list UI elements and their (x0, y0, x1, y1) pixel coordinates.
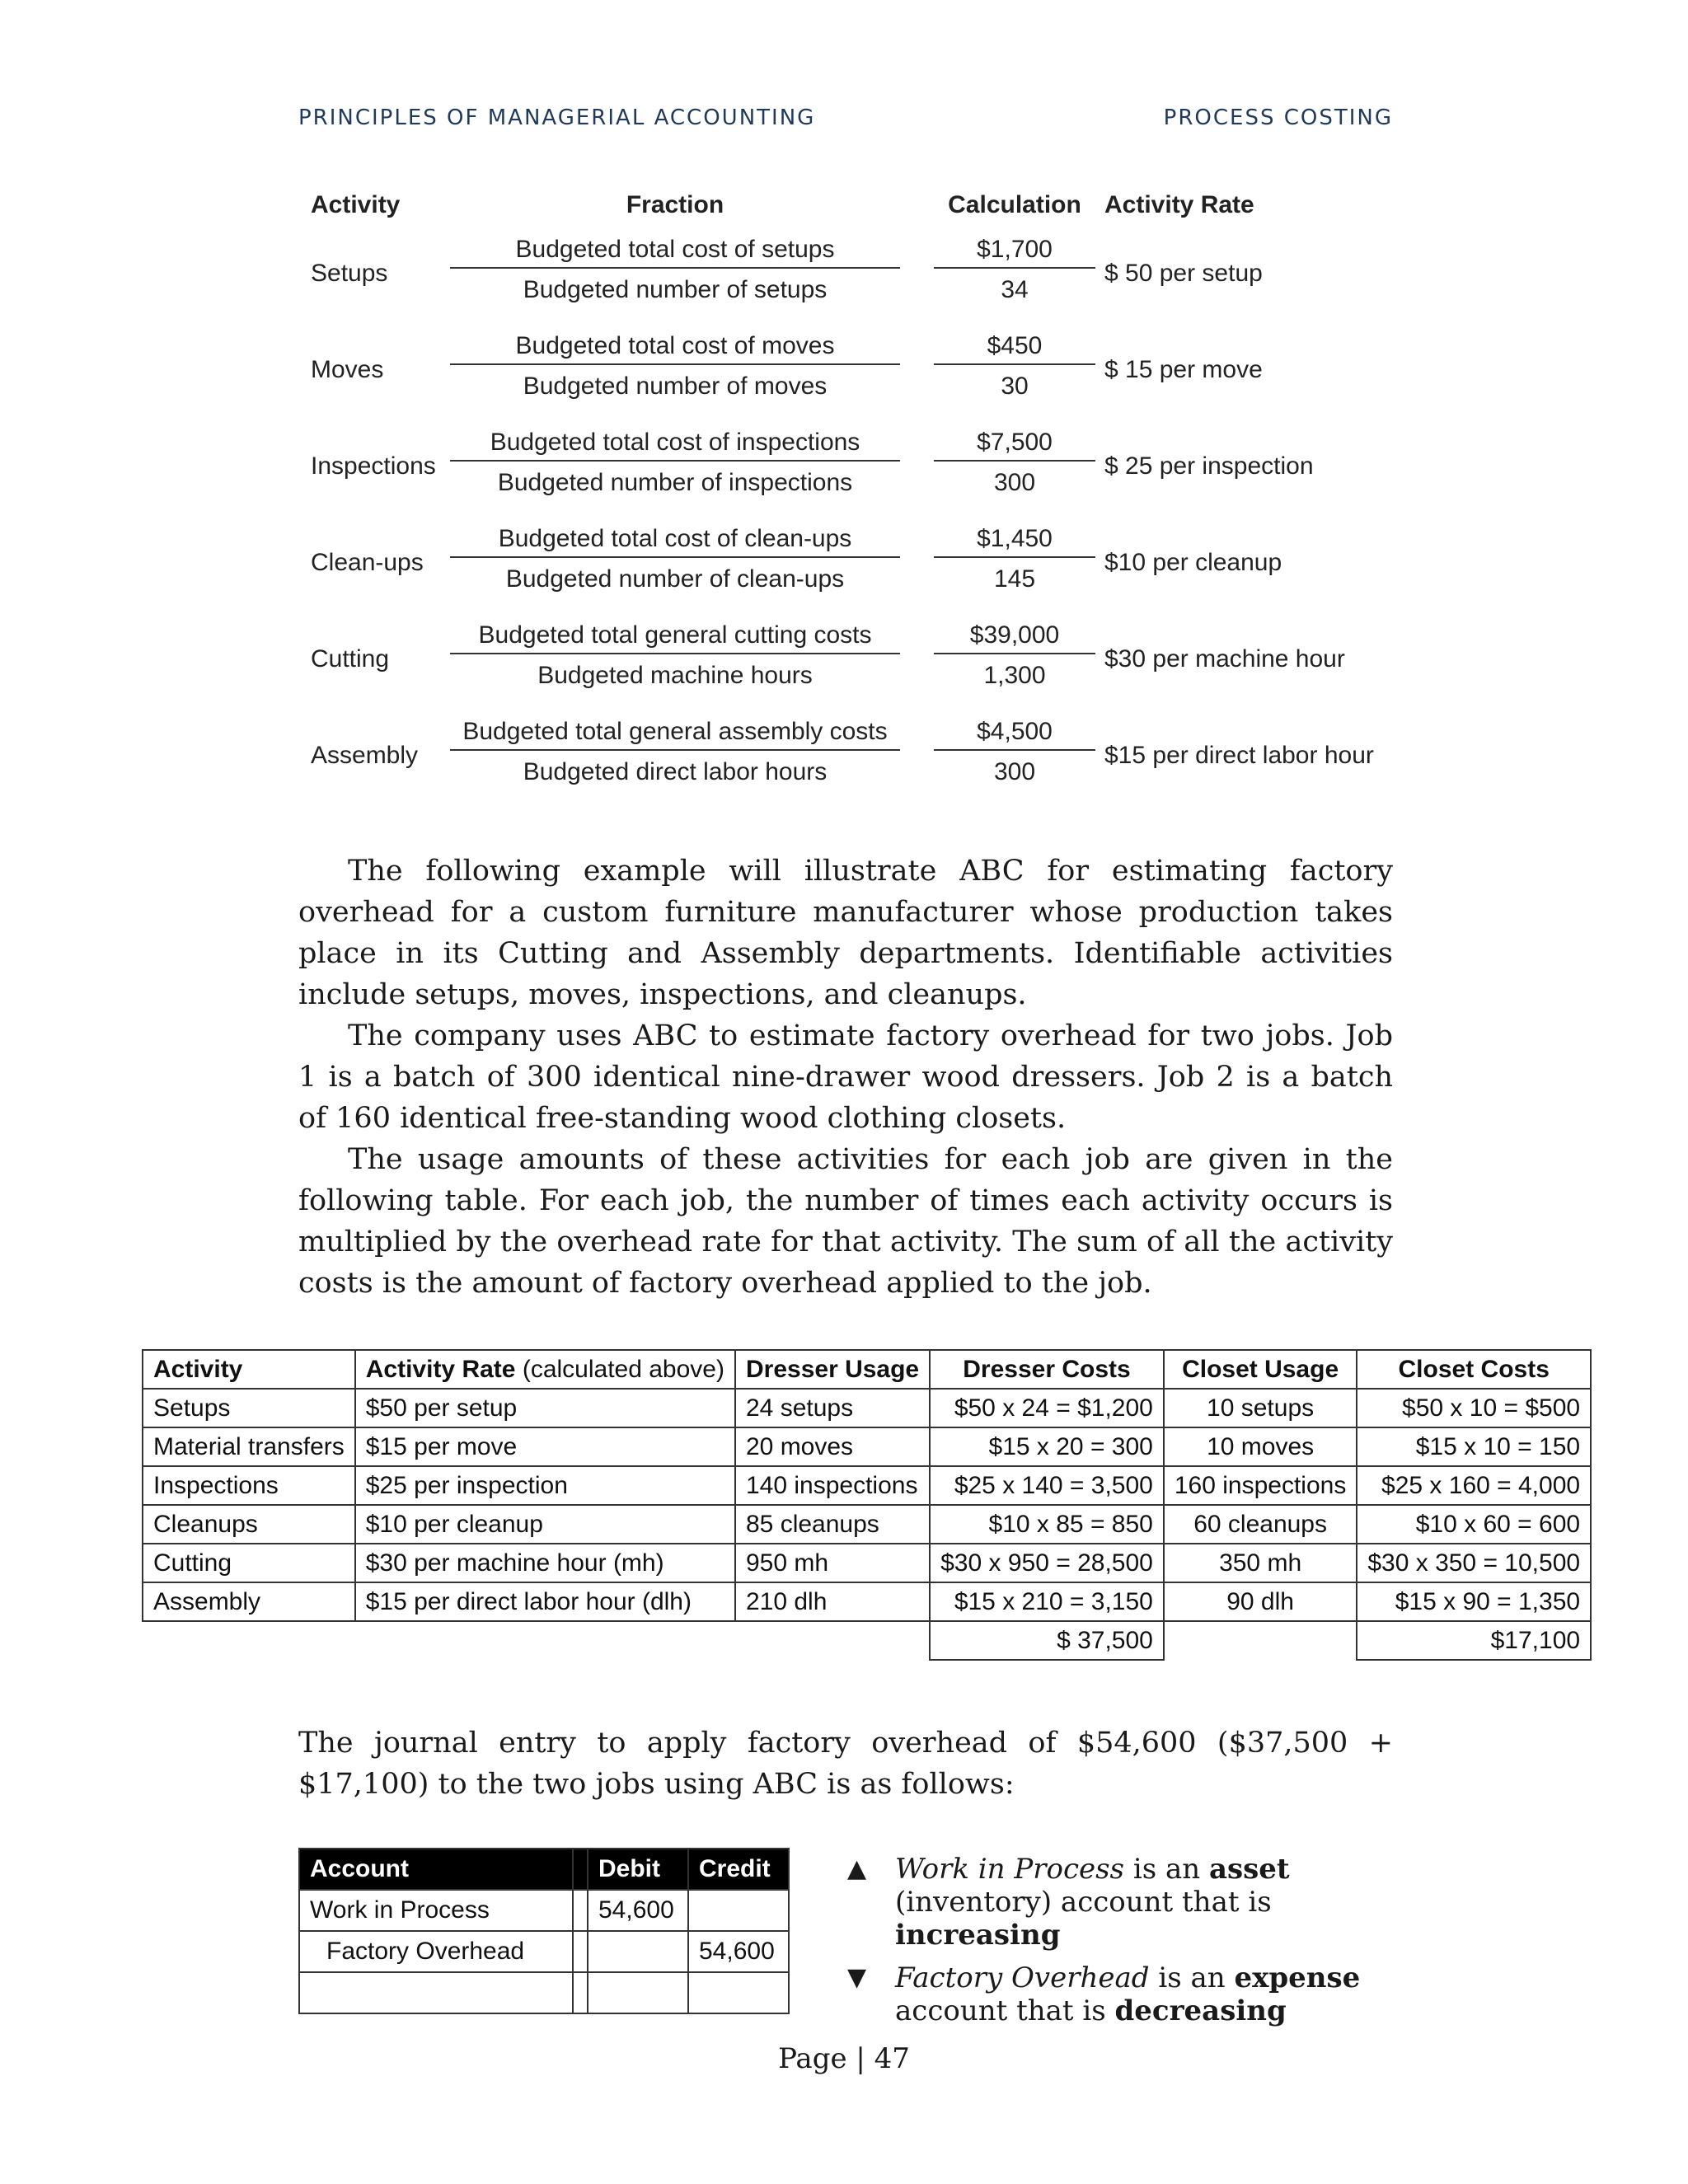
col-debit: Debit (588, 1849, 688, 1890)
journal-row (299, 1890, 789, 1931)
intro-paragraphs (298, 851, 1393, 1304)
journal-debit (588, 1931, 688, 1972)
rate-value: $30 per machine hour (1104, 645, 1345, 673)
rate-value: $15 per direct labor hour (1104, 742, 1374, 769)
rate-row (298, 618, 1395, 715)
cell-dresser-costs: $25 x 140 = 3,500 (930, 1466, 1164, 1505)
note-text: is an (1124, 1853, 1209, 1886)
note-text: account that is (895, 1994, 1115, 2027)
journal-row (299, 1931, 789, 1972)
triangle-down-icon: ▼ (847, 1963, 867, 1992)
calc-denominator: 300 (993, 469, 1036, 496)
journal-spacer (573, 1931, 588, 1972)
blank-cell (299, 1972, 573, 2013)
cell-closet-usage: 160 inspections (1164, 1466, 1357, 1505)
table-row (143, 1427, 1591, 1466)
col-account: Account (299, 1849, 573, 1890)
header-calculation: Calculation (948, 191, 1081, 218)
blank-cell (588, 1972, 688, 2013)
cell-closet-costs: $10 x 60 = 600 (1357, 1505, 1591, 1544)
header-activity: Activity (311, 191, 401, 218)
rate-fraction (450, 232, 900, 305)
cell-rate: $15 per move (355, 1427, 735, 1466)
cell-activity: Cutting (143, 1544, 355, 1582)
rate-value: $ 25 per inspection (1104, 452, 1314, 480)
cell-activity: Assembly (143, 1582, 355, 1621)
cell-activity: Cleanups (143, 1505, 355, 1544)
fraction-denominator: Budgeted direct labor hours (523, 758, 828, 785)
fraction-denominator: Budgeted number of setups (523, 276, 828, 303)
page-number: Page | 47 (778, 2042, 910, 2075)
rate-value: $ 15 per move (1104, 356, 1263, 383)
rate-activity: Cutting (311, 645, 390, 673)
col-credit: Credit (688, 1849, 789, 1890)
cell-rate: $30 per machine hour (mh) (355, 1544, 735, 1582)
fraction-denominator: Budgeted number of inspections (497, 469, 853, 496)
cell-dresser-costs: $50 x 24 = $1,200 (930, 1389, 1164, 1427)
rate-calculation (934, 715, 1095, 787)
header-activity-rate: Activity Rate (1104, 191, 1254, 218)
rate-row (298, 522, 1395, 618)
paragraph-4: The journal entry to apply factory overhead of $54,600 ($37,500 + $17,100) to the two jobs using ABC is as follows: (298, 1727, 1393, 1801)
table-row (143, 1466, 1591, 1505)
rate-row (298, 715, 1395, 811)
paragraph-2: The company uses ABC to estimate factory overhead for two jobs. Job 1 is a batch of 300 identical nine-drawer wood dressers. Job 2 is a batch of 160 identical free-standing wood clothing closets. (298, 1019, 1393, 1135)
note-direction: increasing (895, 1919, 1061, 1952)
fraction-numerator: Budgeted total cost of setups (450, 232, 900, 269)
calc-numerator: $39,000 (934, 618, 1095, 654)
cell-rate: $25 per inspection (355, 1466, 735, 1505)
col-closet-usage: Closet Usage (1164, 1350, 1357, 1389)
cell-rate: $10 per cleanup (355, 1505, 735, 1544)
blank-cell (355, 1621, 735, 1660)
cell-dresser-usage: 210 dlh (735, 1582, 930, 1621)
fraction-numerator: Budgeted total general assembly costs (450, 715, 900, 751)
fraction-denominator: Budgeted machine hours (537, 662, 813, 689)
fraction-numerator: Budgeted total cost of moves (450, 329, 900, 365)
fraction-numerator: Budgeted total cost of clean-ups (450, 522, 900, 558)
cell-dresser-usage: 24 setups (735, 1389, 930, 1427)
table-row (143, 1544, 1591, 1582)
cell-dresser-usage: 20 moves (735, 1427, 930, 1466)
note-text: (inventory) account that is (895, 1886, 1272, 1919)
journal-account: Work in Process (299, 1890, 573, 1931)
fraction-denominator: Budgeted number of moves (523, 373, 828, 400)
closet-total: $17,100 (1357, 1621, 1591, 1660)
note-direction: decreasing (1114, 1994, 1287, 2027)
calc-denominator: 30 (1001, 373, 1029, 400)
cell-activity: Inspections (143, 1466, 355, 1505)
calc-denominator: 300 (993, 758, 1036, 785)
totals-row (143, 1621, 1591, 1660)
chapter-title: PROCESS COSTING (1163, 105, 1393, 130)
cell-dresser-costs: $30 x 950 = 28,500 (930, 1544, 1164, 1582)
cell-dresser-costs: $15 x 210 = 3,150 (930, 1582, 1164, 1621)
col-spacer (573, 1849, 588, 1890)
journal-account: Factory Overhead (299, 1931, 573, 1972)
cell-dresser-usage: 950 mh (735, 1544, 930, 1582)
journal-credit: 54,600 (688, 1931, 789, 1972)
rate-activity: Clean-ups (311, 549, 424, 576)
blank-cell (735, 1621, 930, 1660)
rate-activity: Inspections (311, 452, 436, 480)
paragraph-1: The following example will illustrate ABC for estimating factory overhead for a custom furniture manufacturer whose production takes place in its Cutting and Assembly departments. Identifiable activities include setups, moves, inspections, and cleanups. (298, 855, 1393, 1011)
rate-activity: Setups (311, 260, 388, 287)
rate-calculation (934, 425, 1095, 498)
header-fraction: Fraction (626, 191, 724, 218)
col-activity-rate (355, 1350, 735, 1389)
blank-cell (143, 1621, 355, 1660)
rate-fraction (450, 425, 900, 498)
cell-closet-costs: $30 x 350 = 10,500 (1357, 1544, 1591, 1582)
calc-numerator: $7,500 (934, 425, 1095, 462)
rate-activity: Moves (311, 356, 384, 383)
rate-label: Activity Rate (365, 1355, 516, 1383)
blank-cell (688, 1972, 789, 2013)
rate-table-header (298, 191, 1395, 232)
cell-closet-costs: $25 x 160 = 4,000 (1357, 1466, 1591, 1505)
journal-entry-table (298, 1848, 790, 2014)
rate-row (298, 232, 1395, 329)
cell-rate: $15 per direct labor hour (dlh) (355, 1582, 735, 1621)
note-text: is an (1149, 1961, 1235, 1994)
cell-rate: $50 per setup (355, 1389, 735, 1427)
calc-numerator: $450 (934, 329, 1095, 365)
col-dresser-usage: Dresser Usage (735, 1350, 930, 1389)
calc-numerator: $1,450 (934, 522, 1095, 558)
rate-fraction (450, 522, 900, 594)
fraction-denominator: Budgeted number of clean-ups (505, 565, 845, 593)
rate-fraction (450, 329, 900, 401)
blank-cell (1164, 1621, 1357, 1660)
calc-denominator: 34 (1001, 276, 1029, 303)
rate-calculation (934, 329, 1095, 401)
rate-row (298, 425, 1395, 522)
cell-closet-usage: 60 cleanups (1164, 1505, 1357, 1544)
note-type: expense (1234, 1961, 1361, 1994)
rate-calculation (934, 618, 1095, 691)
col-dresser-costs: Dresser Costs (930, 1350, 1164, 1389)
activity-usage-table (142, 1349, 1592, 1661)
note-account: Work in Process (895, 1853, 1125, 1886)
journal-debit: 54,600 (588, 1890, 688, 1931)
calc-denominator: 1,300 (983, 662, 1046, 689)
paragraph-3: The usage amounts of these activities for each job are given in the following table. For each job, the number of times each activity occurs is multiplied by the overhead rate for that activity. The sum of all the activity costs is the amount of factory overhead applied to the job. (298, 1143, 1393, 1300)
cell-closet-costs: $50 x 10 = $500 (1357, 1389, 1591, 1427)
rate-fraction (450, 618, 900, 691)
activity-rate-table (298, 191, 1395, 811)
journal-note (847, 1961, 1408, 2027)
rate-calculation (934, 232, 1095, 305)
cell-closet-usage: 10 setups (1164, 1389, 1357, 1427)
rate-fraction (450, 715, 900, 787)
usage-header-row (143, 1350, 1591, 1389)
cell-dresser-costs: $15 x 20 = 300 (930, 1427, 1164, 1466)
journal-header-row (299, 1849, 789, 1890)
rate-note: (calculated above) (522, 1355, 724, 1383)
blank-cell (573, 1972, 588, 2013)
journal-notes (847, 1853, 1408, 2037)
note-type: asset (1208, 1853, 1290, 1886)
journal-note (847, 1853, 1408, 1952)
col-closet-costs: Closet Costs (1357, 1350, 1591, 1389)
cell-dresser-usage: 85 cleanups (735, 1505, 930, 1544)
table-row (143, 1582, 1591, 1621)
calc-numerator: $1,700 (934, 232, 1095, 269)
triangle-up-icon: ▲ (847, 1854, 867, 1883)
rate-value: $10 per cleanup (1104, 549, 1282, 576)
journal-credit (688, 1890, 789, 1931)
journal-blank-row (299, 1972, 789, 2013)
rate-row (298, 329, 1395, 425)
page-header (298, 105, 1393, 130)
note-account: Factory Overhead (895, 1961, 1150, 1994)
calc-denominator: 145 (993, 565, 1036, 593)
rate-value: $ 50 per setup (1104, 260, 1263, 287)
rate-activity: Assembly (311, 742, 419, 769)
book-title: PRINCIPLES OF MANAGERIAL ACCOUNTING (298, 105, 816, 130)
cell-closet-usage: 10 moves (1164, 1427, 1357, 1466)
cell-activity: Material transfers (143, 1427, 355, 1466)
rate-calculation (934, 522, 1095, 594)
fraction-numerator: Budgeted total cost of inspections (450, 425, 900, 462)
col-activity: Activity (143, 1350, 355, 1389)
table-row (143, 1505, 1591, 1544)
cell-closet-usage: 90 dlh (1164, 1582, 1357, 1621)
cell-closet-costs: $15 x 90 = 1,350 (1357, 1582, 1591, 1621)
cell-dresser-costs: $10 x 85 = 850 (930, 1505, 1164, 1544)
journal-intro (298, 1722, 1393, 1805)
cell-activity: Setups (143, 1389, 355, 1427)
cell-dresser-usage: 140 inspections (735, 1466, 930, 1505)
cell-closet-usage: 350 mh (1164, 1544, 1357, 1582)
cell-closet-costs: $15 x 10 = 150 (1357, 1427, 1591, 1466)
table-row (143, 1389, 1591, 1427)
calc-numerator: $4,500 (934, 715, 1095, 751)
journal-spacer (573, 1890, 588, 1931)
fraction-numerator: Budgeted total general cutting costs (450, 618, 900, 654)
dresser-total: $ 37,500 (930, 1621, 1164, 1660)
